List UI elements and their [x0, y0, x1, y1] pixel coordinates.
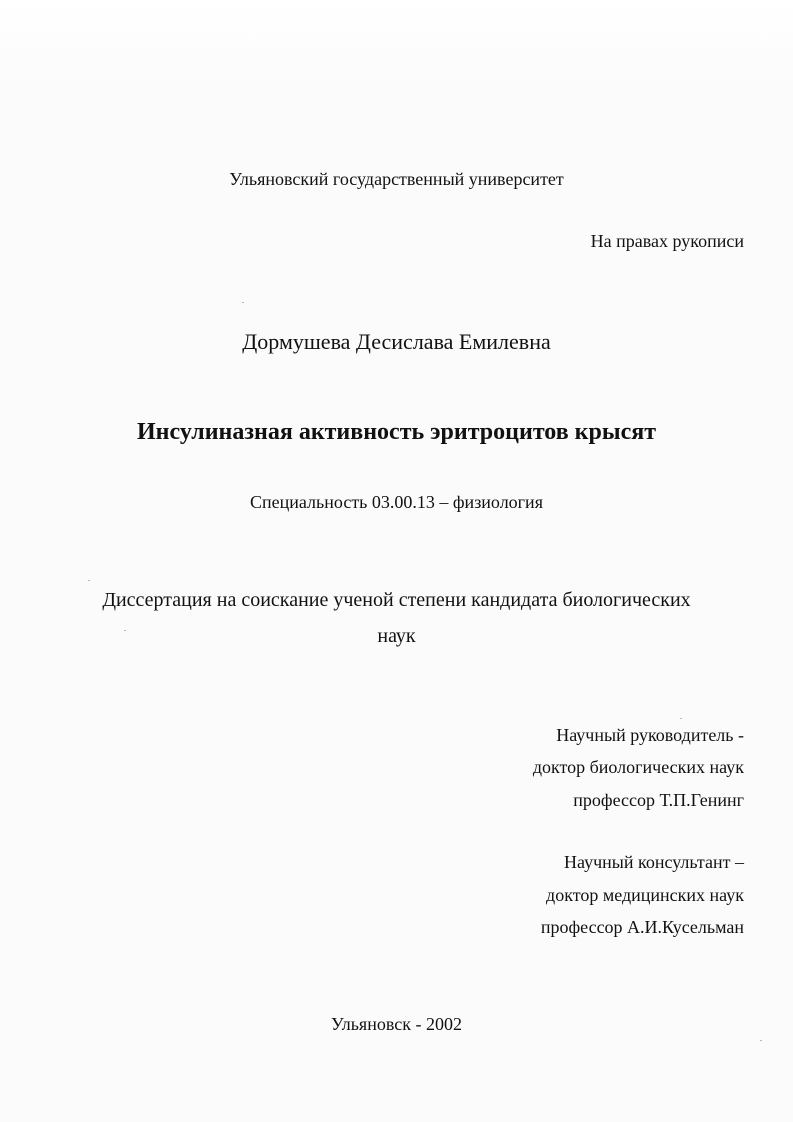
rights-notice: На правах рукописи [590, 231, 744, 251]
scan-top-shading [0, 0, 793, 90]
scan-speck [680, 718, 682, 719]
supervisor-name: профессор Т.П.Генинг [573, 790, 744, 810]
dissertation-title: Инсулиназная активность эритроцитов крысят [137, 419, 656, 445]
scan-speck [760, 1040, 762, 1041]
author-name: Дормушева Десислава Емилевна [242, 329, 551, 354]
degree-statement-line-2: наук [377, 625, 416, 647]
city-and-year: Ульяновск - 2002 [331, 1014, 462, 1034]
scan-speck [88, 580, 90, 581]
supervisor-role: Научный руководитель - [556, 725, 744, 745]
scan-speck [124, 630, 126, 631]
consultant-name: профессор А.И.Кусельман [540, 917, 744, 937]
supervisor-degree: доктор биологических наук [532, 757, 744, 777]
degree-statement-line-1: Диссертация на соискание ученой степени кандидата биологических [102, 589, 691, 611]
consultant-role: Научный консультант – [564, 852, 744, 872]
consultant-degree: доктор медицинских наук [546, 885, 744, 905]
scan-speck [242, 302, 244, 303]
specialty-line: Специальность 03.00.13 – физиология [250, 492, 543, 512]
university-name: Ульяновский государственный университет [229, 169, 564, 189]
